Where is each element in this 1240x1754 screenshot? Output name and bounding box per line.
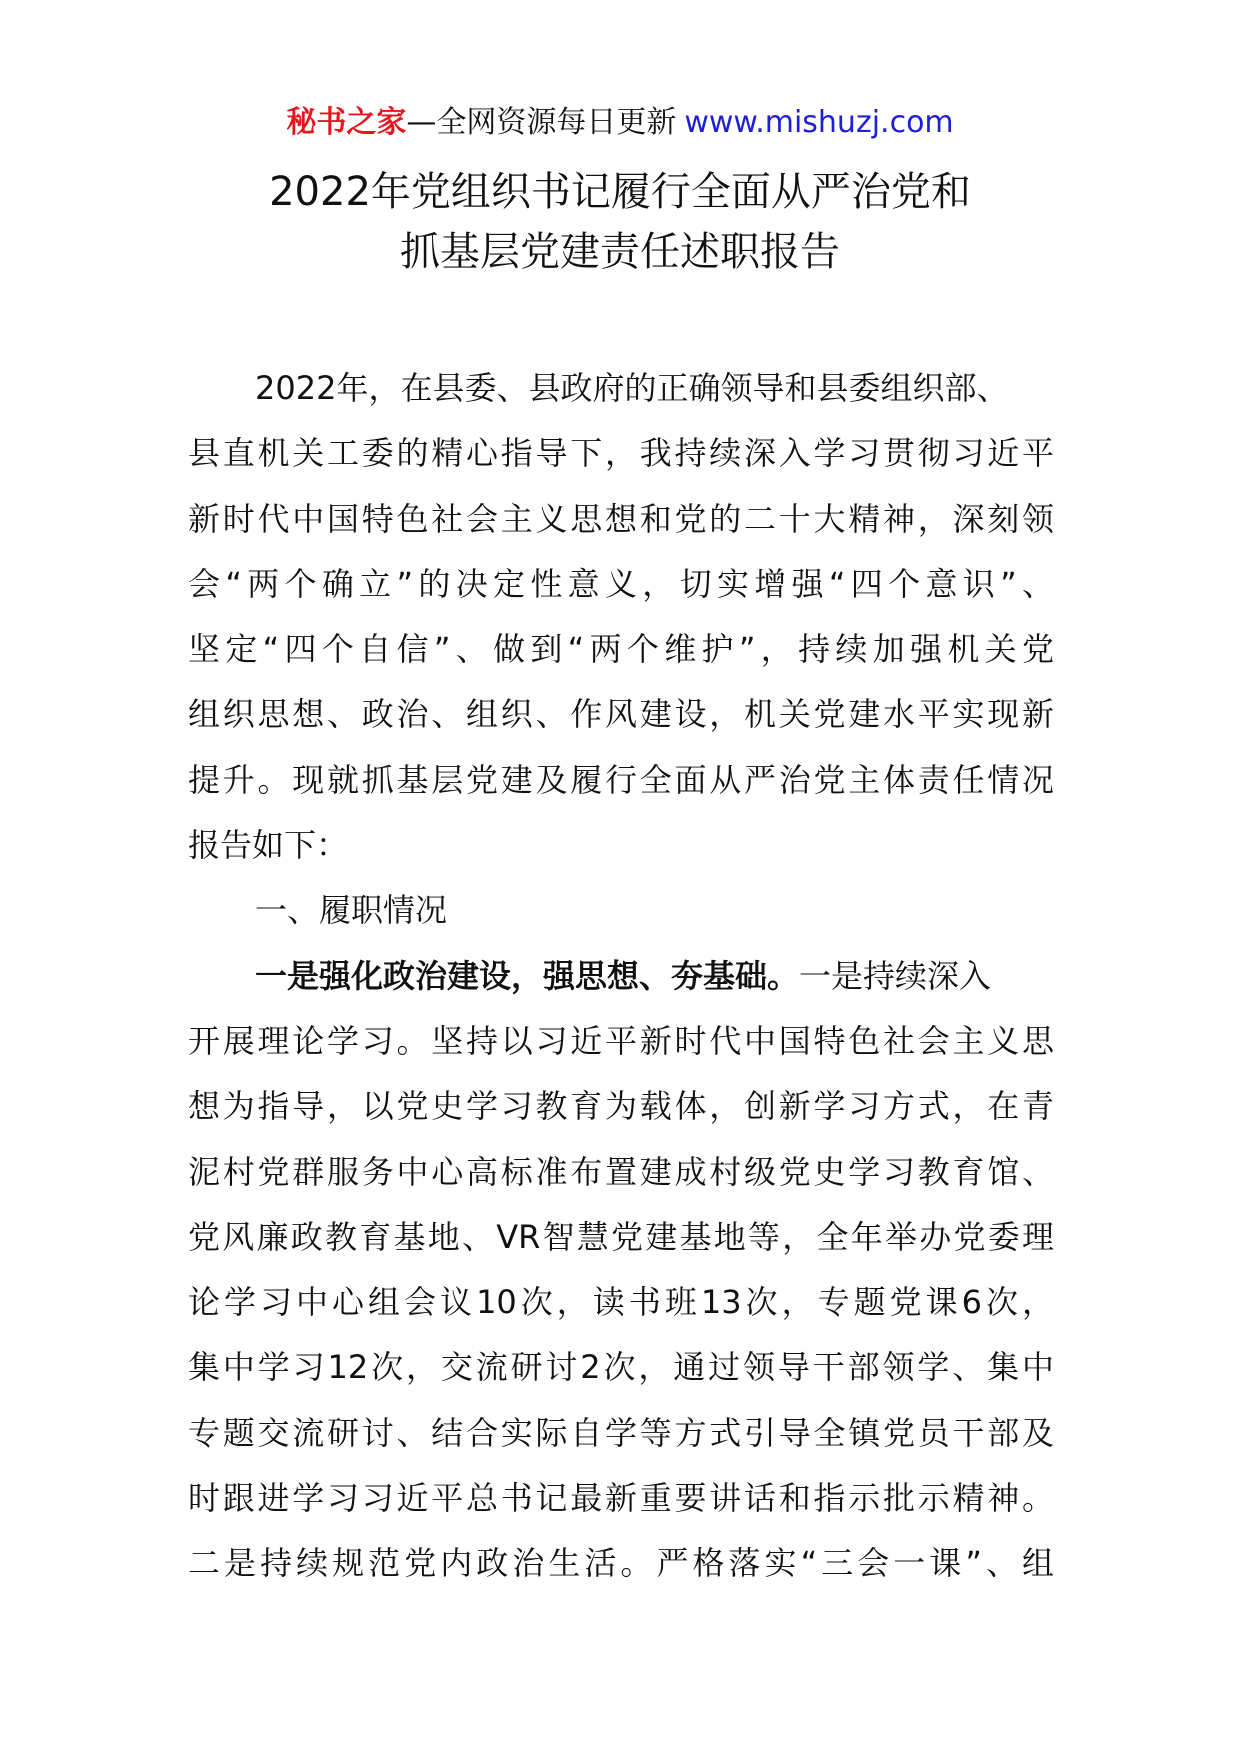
text-line: 想为指导，以党史学习教育为载体，创新学习方式，在青 bbox=[188, 1087, 1054, 1126]
text-line: 二是持续规范党内政治生活。严格落实“三会一课”、组 bbox=[188, 1544, 1054, 1583]
bold-lead-text: 一是强化政治建设，强思想、夯基础。 bbox=[255, 956, 800, 995]
paragraph-political-building bbox=[188, 944, 1054, 1597]
text-line: 报告如下： bbox=[188, 826, 349, 865]
document-body bbox=[188, 356, 1054, 1597]
section-heading: 一、履职情况 bbox=[255, 891, 448, 930]
header-url-link[interactable]: www.mishuzj.com bbox=[684, 105, 954, 140]
text-line: 会“两个确立”的决定性意义，切实增强“四个意识”、 bbox=[188, 564, 1054, 603]
text-line: 专题交流研讨、结合实际自学等方式引导全镇党员干部及 bbox=[188, 1413, 1054, 1452]
text-line: 坚定“四个自信”、做到“两个维护”，持续加强机关党 bbox=[188, 630, 1054, 669]
text-line: 县直机关工委的精心指导下，我持续深入学习贯彻习近平 bbox=[188, 434, 1054, 473]
text-line: 新时代中国特色社会主义思想和党的二十大精神，深刻领 bbox=[188, 499, 1054, 538]
text-line: 组织思想、政治、组织、作风建设，机关党建水平实现新 bbox=[188, 695, 1054, 734]
lead-rest-text: 一是持续深入 bbox=[799, 956, 992, 995]
text-line: 2022年，在县委、县政府的正确领导和县委组织部、 bbox=[255, 369, 1009, 407]
text-line: 论学习中心组会议10次，读书班13次，专题党课6次， bbox=[188, 1283, 1054, 1322]
text-line bbox=[188, 944, 1054, 1009]
header-slogan: —全网资源每日更新 bbox=[406, 105, 677, 140]
title-line-1: 2022年党组织书记履行全面从严治党和 bbox=[269, 169, 971, 215]
text-line: 集中学习12次，交流研讨2次，通过领导干部领学、集中 bbox=[188, 1348, 1054, 1387]
text-line: 党风廉政教育基地、VR智慧党建基地等，全年举办党委理 bbox=[188, 1217, 1054, 1256]
document-title bbox=[0, 162, 1240, 282]
paragraph-intro bbox=[188, 356, 1054, 878]
text-line: 开展理论学习。坚持以习近平新时代中国特色社会主义思 bbox=[188, 1021, 1054, 1060]
site-header bbox=[0, 100, 1240, 146]
text-line: 时跟进学习习近平总书记最新重要讲话和指示批示精神。 bbox=[188, 1479, 1054, 1518]
title-line-2: 抓基层党建责任述职报告 bbox=[400, 229, 840, 275]
text-line: 提升。现就抓基层党建及履行全面从严治党主体责任情况 bbox=[188, 760, 1054, 799]
text-line: 泥村党群服务中心高标准布置建成村级党史学习教育馆、 bbox=[188, 1152, 1054, 1191]
brand-name: 秘书之家 bbox=[286, 105, 407, 140]
